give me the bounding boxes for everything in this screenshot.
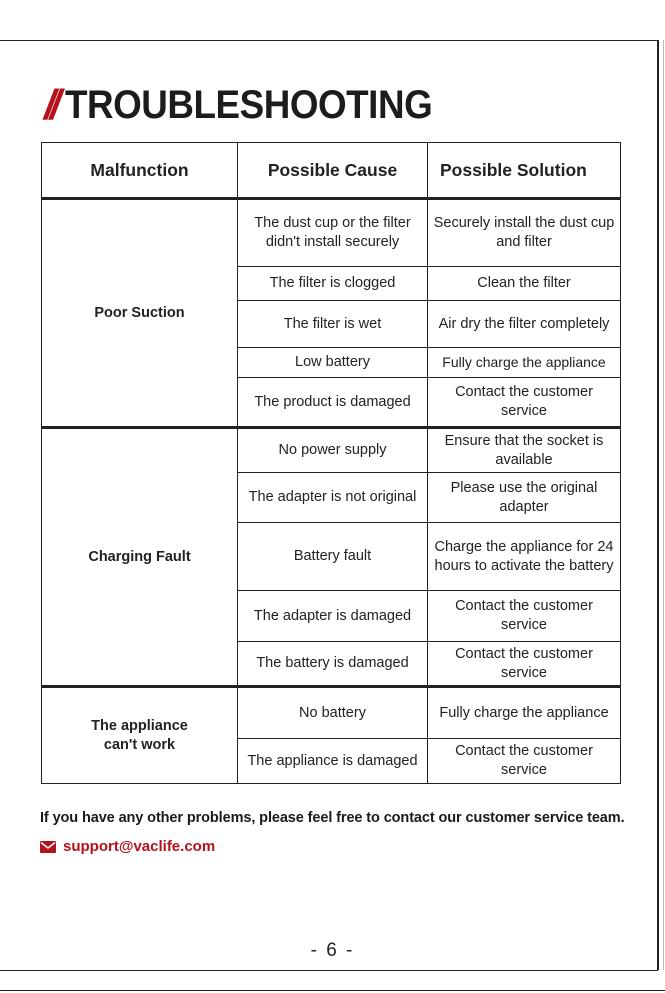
table-row — [42, 687, 621, 739]
header-malfunction: Malfunction — [42, 143, 238, 199]
cause-cell: The filter is clogged — [238, 267, 428, 301]
cause-cell: The product is damaged — [238, 378, 428, 428]
cause-cell: The adapter is damaged — [238, 591, 428, 642]
solution-cell: Contact the customer service — [428, 378, 621, 428]
page-number: - 6 - — [310, 940, 355, 961]
header-possible-cause: Possible Cause — [238, 143, 428, 199]
title-text: TROUBLESHOOTING — [65, 83, 433, 127]
cause-cell: No battery — [238, 687, 428, 739]
table-row — [42, 428, 621, 473]
solution-cell: Fully charge the appliance — [428, 348, 621, 378]
contact-note: If you have any other problems, please feel free to contact our customer service team. — [40, 810, 625, 826]
troubleshooting-table — [41, 142, 621, 784]
cause-cell: No power supply — [238, 428, 428, 473]
email-link[interactable]: support@vaclife.com — [63, 838, 216, 855]
solution-cell: Contact the customer service — [428, 591, 621, 642]
cause-cell: The dust cup or the filter didn't install securely — [238, 199, 428, 267]
solution-cell: Please use the original adapter — [428, 473, 621, 523]
malfunction-appliance-cant-work: The appliance can't work — [42, 687, 238, 784]
cause-cell: The appliance is damaged — [238, 739, 428, 784]
solution-cell: Air dry the filter completely — [428, 301, 621, 348]
table-header-row — [42, 143, 621, 199]
header-possible-solution: Possible Solution — [428, 143, 621, 199]
malfunction-poor-suction: Poor Suction — [42, 199, 238, 428]
email-row[interactable] — [40, 838, 215, 855]
frame-top-line — [0, 40, 658, 41]
solution-cell: Clean the filter — [428, 267, 621, 301]
title-slashes: // — [44, 81, 56, 128]
solution-cell: Contact the customer service — [428, 642, 621, 687]
table-row — [42, 199, 621, 267]
cause-cell: The battery is damaged — [238, 642, 428, 687]
solution-cell: Charge the appliance for 24 hours to activate the battery — [428, 523, 621, 591]
frame-right-outer-line — [663, 40, 664, 970]
cause-cell: The filter is wet — [238, 301, 428, 348]
malfunction-charging-fault: Charging Fault — [42, 428, 238, 687]
solution-cell: Fully charge the appliance — [428, 687, 621, 739]
cause-cell: Battery fault — [238, 523, 428, 591]
envelope-icon — [40, 841, 56, 853]
cause-cell: Low battery — [238, 348, 428, 378]
solution-cell: Contact the customer service — [428, 739, 621, 784]
frame-bottom-outer-line — [0, 990, 665, 991]
solution-cell: Ensure that the socket is available — [428, 428, 621, 473]
solution-cell: Securely install the dust cup and filter — [428, 199, 621, 267]
cause-cell: The adapter is not original — [238, 473, 428, 523]
page-title — [44, 82, 465, 128]
frame-bottom-line — [0, 970, 658, 971]
frame-right-line — [657, 40, 659, 970]
